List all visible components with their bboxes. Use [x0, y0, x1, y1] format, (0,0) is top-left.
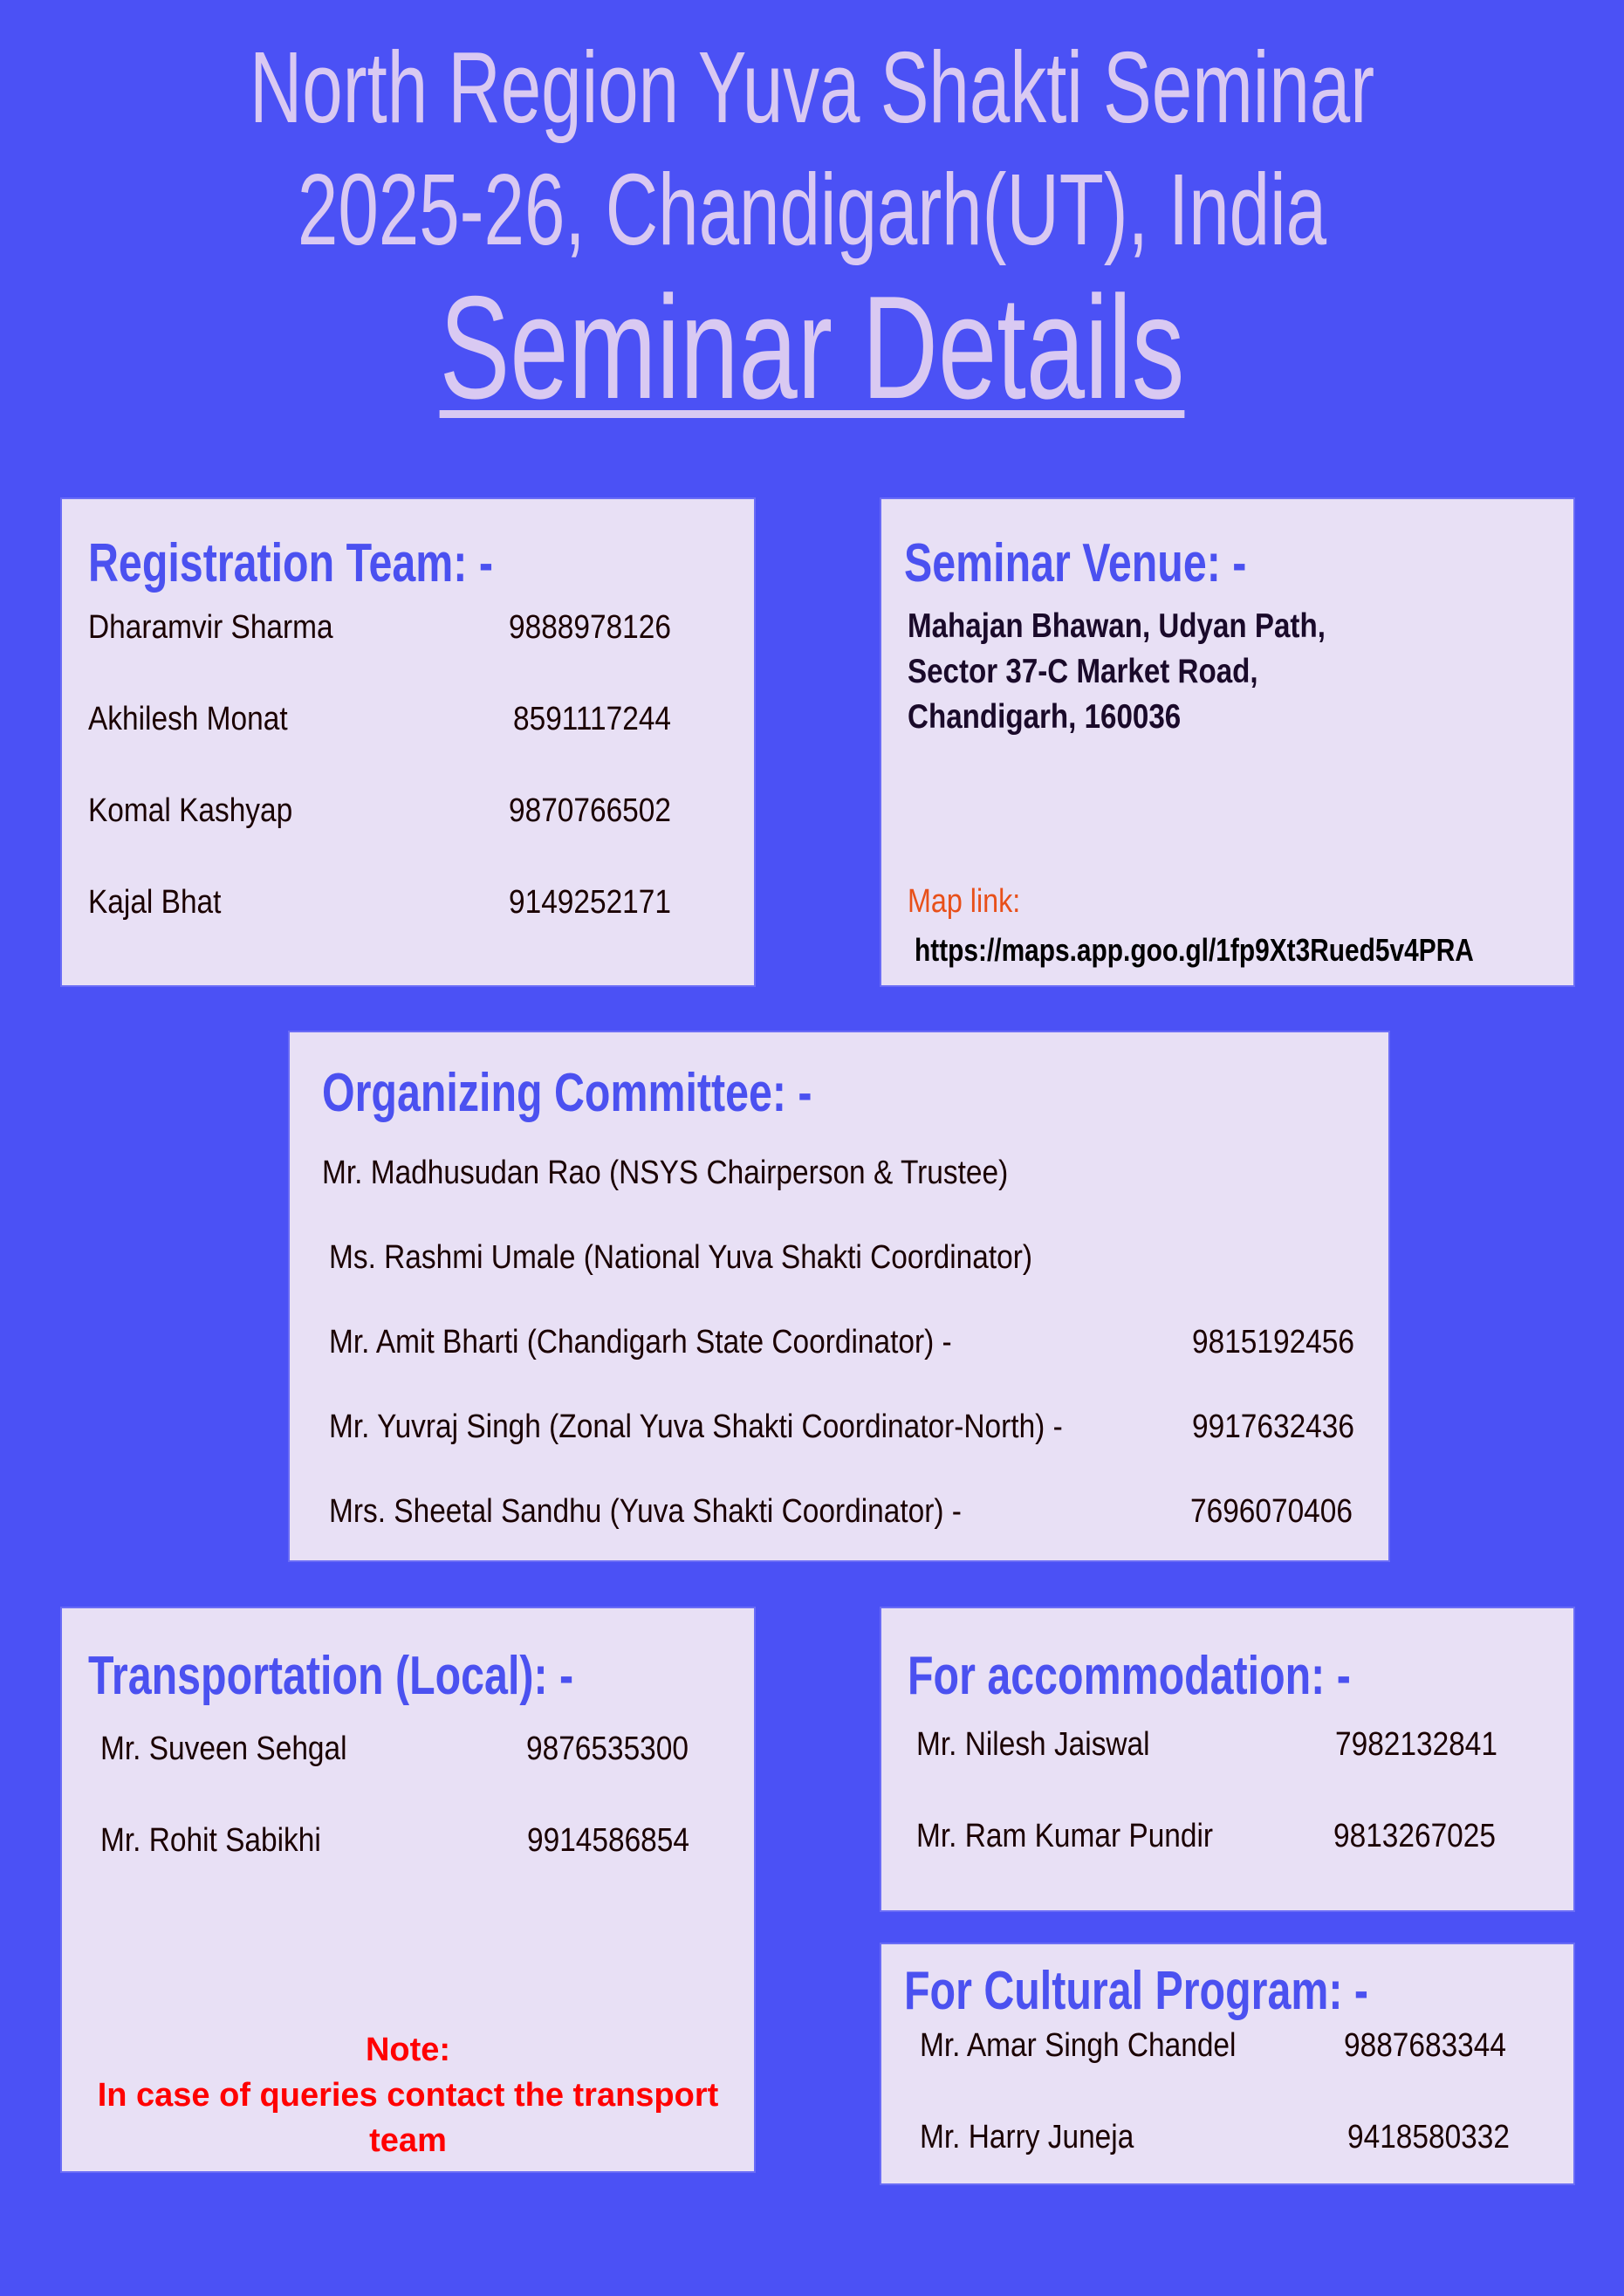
committee-member: Ms. Rashmi Umale (National Yuva Shakti Coordinator) [329, 1239, 1032, 1276]
title-line-1: North Region Yuva Shakti Seminar [249, 31, 1375, 144]
cultural-heading: For Cultural Program: - [904, 1961, 1368, 2021]
accommodation-phone: 9813267025 [1333, 1818, 1496, 1854]
registration-name: Akhilesh Monat [88, 701, 288, 737]
registration-name: Komal Kashyap [88, 792, 293, 829]
committee-member: Mr. Madhusudan Rao (NSYS Chairperson & Trustee) [322, 1155, 1009, 1191]
registration-heading: Registration Team: - [88, 533, 493, 593]
venue-card [880, 497, 1575, 987]
accommodation-card [880, 1607, 1575, 1912]
registration-phone: 9149252171 [509, 884, 671, 921]
committee-heading: Organizing Committee: - [322, 1063, 812, 1123]
map-link[interactable]: https://maps.app.goo.gl/1fp9Xt3Rued5v4PRA [915, 932, 1474, 968]
committee-member: Mrs. Sheetal Sandhu (Yuva Shakti Coordinator) - [329, 1493, 962, 1530]
venue-heading: Seminar Venue: - [904, 533, 1247, 593]
cultural-name: Mr. Amar Singh Chandel [920, 2027, 1237, 2064]
registration-phone: 8591117244 [513, 701, 672, 737]
committee-card [288, 1031, 1390, 1562]
registration-phone: 9870766502 [509, 792, 671, 829]
accommodation-name: Mr. Nilesh Jaiswal [916, 1726, 1150, 1763]
transport-note-line: In case of queries contact the transport [97, 2077, 719, 2114]
title-line-2: 2025-26, Chandigarh(UT), India [297, 153, 1327, 266]
accommodation-phone: 7982132841 [1335, 1726, 1497, 1763]
venue-address-line: Chandigarh, 160036 [908, 698, 1182, 736]
transport-phone: 9914586854 [527, 1822, 689, 1859]
transport-note-title: Note: [365, 2032, 451, 2068]
committee-phone: 9815192456 [1192, 1324, 1354, 1360]
venue-address-line: Mahajan Bhawan, Udyan Path, [908, 607, 1326, 645]
page-subtitle: Seminar Details [439, 265, 1185, 429]
transport-name: Mr. Suveen Sehgal [100, 1731, 347, 1767]
transport-heading: Transportation (Local): - [88, 1646, 574, 1706]
map-link-label: Map link: [908, 883, 1021, 920]
cultural-phone: 9418580332 [1347, 2119, 1510, 2155]
accommodation-name: Mr. Ram Kumar Pundir [916, 1818, 1214, 1854]
transport-note-line: team [369, 2122, 447, 2159]
venue-address-line: Sector 37-C Market Road, [908, 653, 1258, 690]
transport-phone: 9876535300 [526, 1731, 689, 1767]
committee-member: Mr. Yuvraj Singh (Zonal Yuva Shakti Coordinator-North) - [329, 1408, 1063, 1445]
registration-name: Dharamvir Sharma [88, 609, 333, 646]
cultural-card [880, 1943, 1575, 2185]
registration-phone: 9888978126 [509, 609, 671, 646]
committee-phone: 9917632436 [1192, 1408, 1354, 1445]
registration-name: Kajal Bhat [88, 884, 222, 921]
registration-card [60, 497, 756, 987]
committee-phone: 7696070406 [1190, 1493, 1353, 1530]
cultural-phone: 9887683344 [1344, 2027, 1506, 2064]
committee-member: Mr. Amit Bharti (Chandigarh State Coordinator) - [329, 1324, 952, 1360]
transport-card [60, 1607, 756, 2173]
accommodation-heading: For accommodation: - [908, 1646, 1351, 1706]
cultural-name: Mr. Harry Juneja [920, 2119, 1134, 2155]
transport-name: Mr. Rohit Sabikhi [100, 1822, 321, 1859]
